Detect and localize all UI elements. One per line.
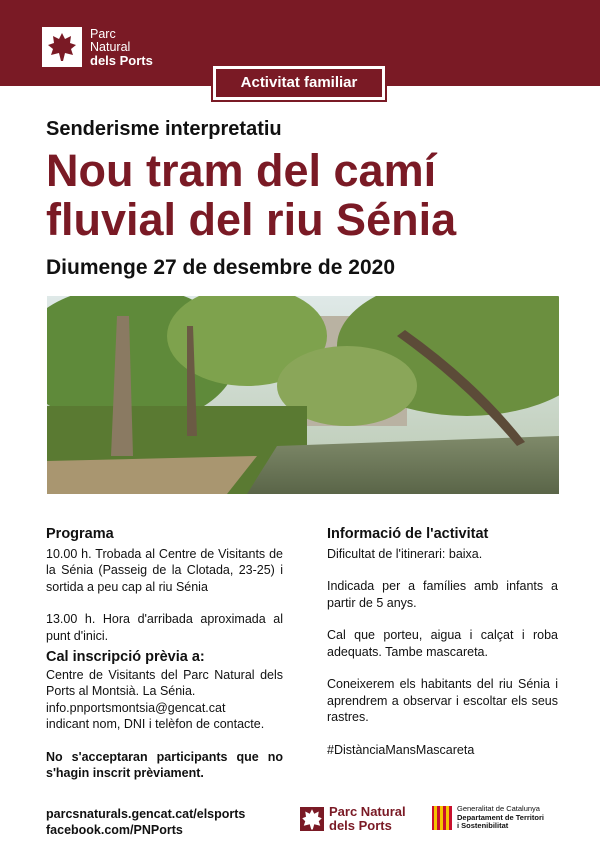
info-hashtag: #DistànciaMansMascareta [327,742,475,757]
park-logo [42,27,153,67]
brand-line3: dels Ports [90,52,153,68]
info-section [327,526,558,758]
gen-line2: Departament de Territori [457,812,544,822]
facebook-link[interactable]: facebook.com/PNPorts [46,823,183,837]
brand-line1: Parc [90,26,116,41]
website-link[interactable]: parcsnaturals.gencat.cat/elsports [46,807,246,821]
gen-line3: i Sostenibilitat [457,821,509,830]
footer-park-logo [300,805,406,833]
river-photo [47,296,559,494]
inscripcio-email[interactable]: info.pnportsmontsia@gencat.cat [46,700,226,715]
info-heading: Informació de l'activitat [327,526,489,542]
footer-links [46,806,245,838]
leaf-icon [42,27,82,67]
generalitat-logo [432,805,544,831]
info-p3: Cal que porteu, aigua i calçat i roba adequats. Tambe mascareta. [327,628,558,659]
title-line1: Nou tram del camí [46,145,437,196]
page-title [46,146,566,244]
footer-brand-line1: Parc Natural [329,804,406,819]
activity-badge: Activitat familiar [213,66,385,100]
programa-heading: Programa [46,526,114,542]
programa-section [46,526,283,782]
info-p1: Dificultat de l'itinerari: baixa. [327,546,483,561]
inscripcio-line2: indicant nom, DNI i telèfon de contacte. [46,717,265,731]
programa-item2: 13.00 h. Hora d'arribada aproximada al punt d'inici. [46,612,283,643]
footer-brand-line2: dels Ports [329,818,392,833]
event-date: Diumenge 27 de desembre de 2020 [46,256,395,279]
leaf-icon [300,807,324,831]
inscripcio-warning: No s'acceptaran participants que no s'hagin inscrit prèviament. [46,749,283,780]
inscripcio-line1: Centre de Visitants del Parc Natural dels Ports al Montsià. La Sénia. [46,667,283,698]
brand-line2: Natural [90,39,131,54]
gen-line1: Generalitat de Catalunya [457,804,540,813]
programa-item1: 10.00 h. Trobada al Centre de Visitants de la Sénia (Passeig de la Clotada, 23-25) i sortida a peu cap al riu Sénia [46,546,283,594]
inscripcio-heading: Cal inscripció prèvia a: [46,649,205,665]
info-p2: Indicada per a famílies amb infants a partir de 5 anys. [327,579,558,610]
info-p4: Coneixerem els habitants del riu Sénia i aprendrem a observar i escoltar els seus rastres. [327,677,558,724]
title-line2: fluvial del riu Sénia [46,194,457,245]
kicker: Senderisme interpretatiu [46,118,282,140]
senyera-icon [432,806,452,830]
